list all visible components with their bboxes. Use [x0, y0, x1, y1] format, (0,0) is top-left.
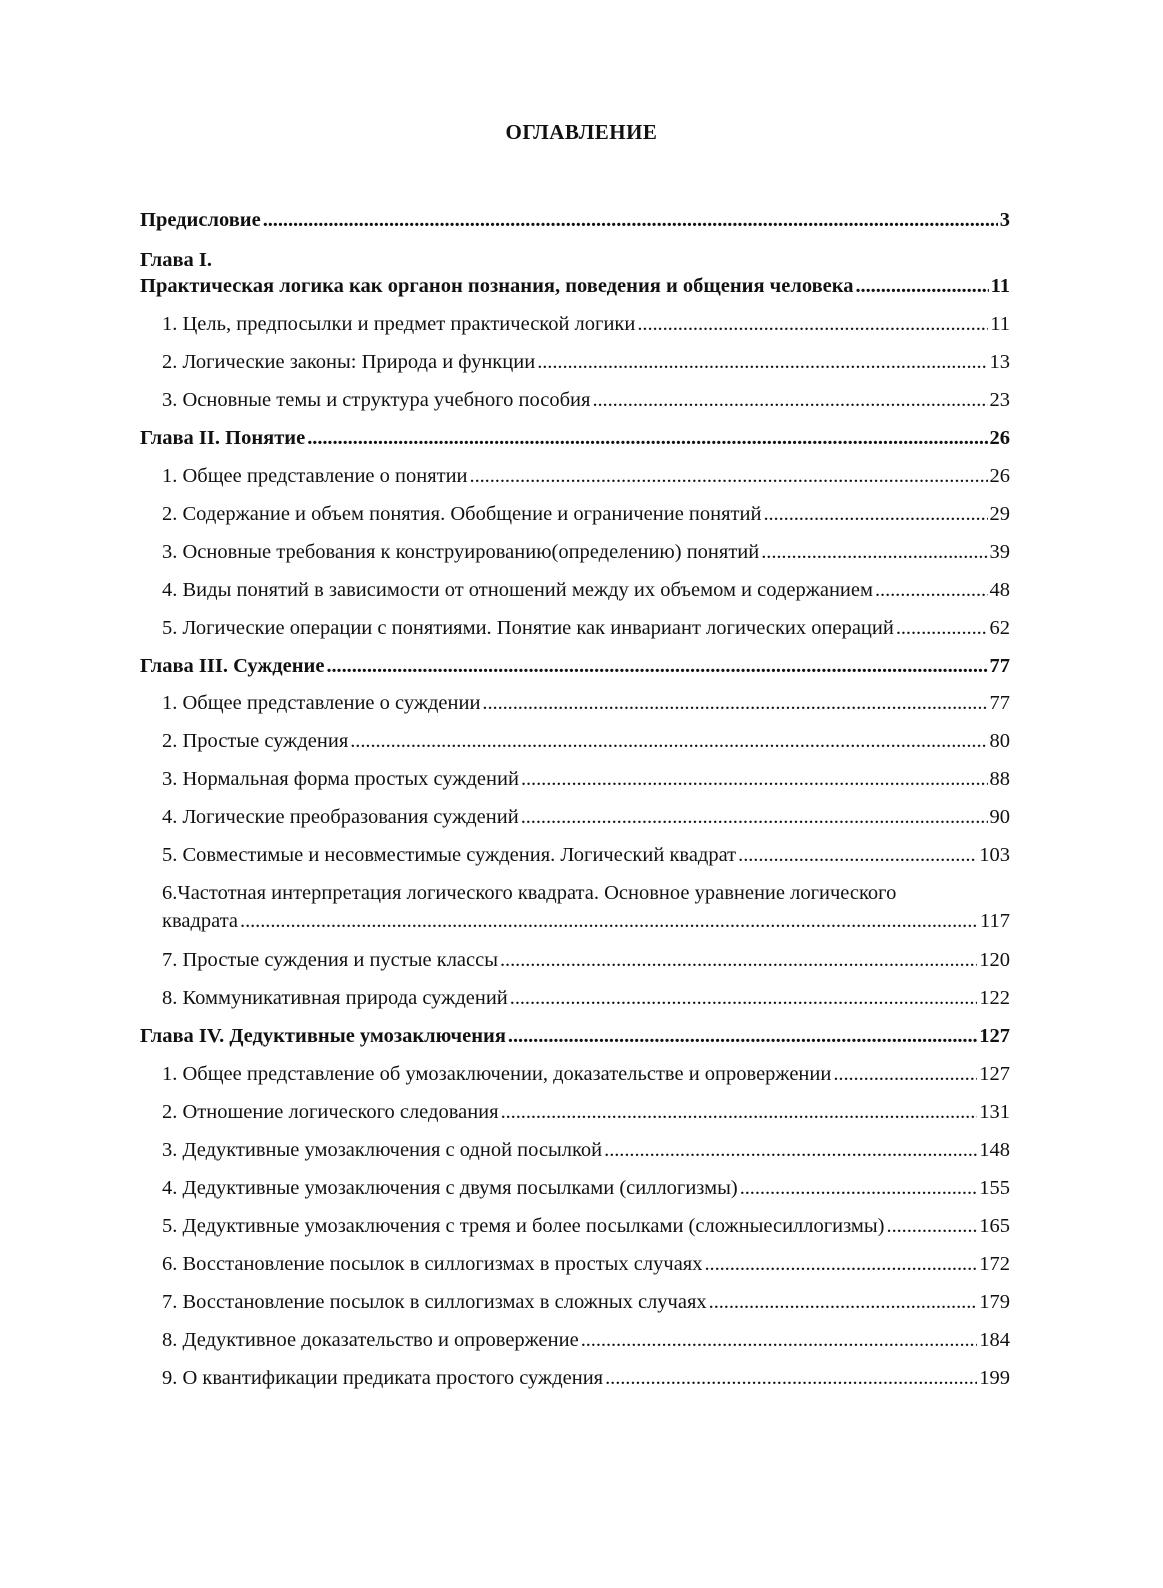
toc-entry-section[interactable]: [162, 501, 1010, 527]
toc-page: 26: [989, 465, 1010, 487]
toc-label: 3. Дедуктивные умозаключения с одной посылкой: [162, 1139, 603, 1161]
leader-dots: [637, 311, 988, 337]
leader-dots: [709, 1289, 978, 1315]
toc-label: 2. Логические законы: Природа и функции: [162, 351, 536, 373]
toc-chapter-heading: Глава I.: [140, 249, 213, 271]
toc-page: 103: [979, 844, 1010, 866]
toc-label: 2. Отношение логического следования: [162, 1101, 499, 1123]
toc-entry-section[interactable]: [162, 728, 1010, 754]
toc-entry-section[interactable]: [162, 1175, 1010, 1201]
leader-dots: [510, 985, 977, 1011]
toc-page: 13: [989, 351, 1010, 373]
leader-dots: [508, 1023, 977, 1049]
leader-dots: [482, 690, 987, 716]
toc-label: 7. Восстановление посылок в силлогизмах в сложных случаях: [162, 1291, 707, 1313]
toc-page: 172: [979, 1253, 1010, 1275]
toc-page: 179: [979, 1291, 1010, 1313]
leader-dots: [326, 653, 987, 679]
toc-entry-section[interactable]: [162, 615, 1010, 641]
toc-page: 77: [989, 692, 1010, 714]
toc-label: 8. Коммуникативная природа суждений: [162, 987, 508, 1009]
toc-entry-section-line1[interactable]: 6.Частотная интерпретация логического квадрата. Основное уравнение логического: [162, 882, 897, 904]
leader-dots: [521, 804, 988, 830]
toc-label: Предисловие: [140, 209, 261, 231]
leader-dots: [738, 842, 977, 868]
toc-label: Глава IV. Дедуктивные умозаключения: [140, 1025, 506, 1047]
leader-dots: [581, 1327, 978, 1353]
toc-page: 148: [979, 1139, 1010, 1161]
toc-page: 120: [979, 949, 1010, 971]
toc-label: 2. Простые суждения: [162, 730, 349, 752]
toc-page: 127: [979, 1063, 1010, 1085]
toc-entry-section[interactable]: [162, 908, 1010, 934]
toc-page: 11: [990, 313, 1010, 335]
leader-dots: [704, 1251, 977, 1277]
toc-entry-chapter-3[interactable]: [140, 653, 1010, 679]
leader-dots: [605, 1365, 977, 1391]
leader-dots: [240, 908, 978, 934]
toc-page: 11: [990, 275, 1010, 297]
leader-dots: [500, 947, 977, 973]
toc-page: 184: [979, 1329, 1010, 1351]
toc-entry-section[interactable]: [162, 311, 1010, 337]
toc-entry-section[interactable]: [162, 349, 1010, 375]
toc-entry-section[interactable]: [162, 842, 1010, 868]
toc-page: 199: [979, 1367, 1010, 1389]
toc-page: 90: [989, 806, 1010, 828]
toc-page: 165: [979, 1215, 1010, 1237]
page-title: ОГЛАВЛЕНИЕ: [505, 120, 658, 144]
toc-entry-section[interactable]: [162, 1061, 1010, 1087]
leader-dots: [263, 207, 998, 233]
toc-entry-section[interactable]: [162, 1251, 1010, 1277]
toc-label: 6. Восстановление посылок в силлогизмах в простых случаях: [162, 1253, 703, 1275]
toc-label: 9. О квантификации предиката простого суждения: [162, 1367, 604, 1389]
toc-label: 4. Логические преобразования суждений: [162, 806, 519, 828]
leader-dots: [896, 615, 988, 641]
toc-page: 77: [989, 655, 1010, 677]
leader-dots: [740, 1175, 978, 1201]
toc-entry-section[interactable]: [162, 1365, 1010, 1391]
toc-page: 88: [989, 768, 1010, 790]
toc-entry-section[interactable]: [162, 577, 1010, 603]
toc-entry-chapter-4[interactable]: [140, 1023, 1010, 1049]
leader-dots: [592, 387, 987, 413]
leader-dots: [501, 1099, 978, 1125]
toc-page: 48: [989, 579, 1010, 601]
toc-entry-section[interactable]: [162, 1327, 1010, 1353]
toc-label: 1. Общее представление о суждении: [162, 692, 481, 714]
toc-label: Практическая логика как органон познания, поведения и общения человека: [140, 275, 854, 297]
leader-dots: [521, 766, 988, 792]
toc-label: 7. Простые суждения и пустые классы: [162, 949, 498, 971]
toc-label: 3. Основные темы и структура учебного пособия: [162, 389, 591, 411]
toc-page: 62: [989, 617, 1010, 639]
leader-dots: [537, 349, 987, 375]
toc-page: 3: [999, 209, 1010, 231]
toc-page: 39: [989, 541, 1010, 563]
toc-entry-chapter-1[interactable]: [140, 273, 1010, 299]
toc-label: 5. Дедуктивные умозаключения с тремя и более посылками (сложныесиллогизмы): [162, 1215, 885, 1237]
toc-label: 1. Цель, предпосылки и предмет практической логики: [162, 313, 636, 335]
leader-dots: [833, 1061, 977, 1087]
toc-label: 8. Дедуктивное доказательство и опровержение: [162, 1329, 579, 1351]
toc-entry-section[interactable]: [162, 804, 1010, 830]
leader-dots: [887, 1213, 978, 1239]
toc-entry-section[interactable]: [162, 387, 1010, 413]
toc-label: 1. Общее представление о понятии: [162, 465, 468, 487]
toc-entry-section[interactable]: [162, 766, 1010, 792]
toc-label: 2. Содержание и объем понятия. Обобщение и ограничение понятий: [162, 503, 762, 525]
toc-page: 29: [989, 503, 1010, 525]
leader-dots: [307, 425, 987, 451]
toc-label: Глава II. Понятие: [140, 427, 306, 449]
leader-dots: [761, 539, 987, 565]
toc-entry-section[interactable]: [162, 985, 1010, 1011]
leader-dots: [604, 1137, 977, 1163]
toc-page: 117: [980, 910, 1010, 932]
leader-dots: [350, 728, 987, 754]
toc-label: Глава III. Суждение: [140, 655, 325, 677]
toc-page: 155: [979, 1177, 1010, 1199]
toc-entry-section[interactable]: [162, 690, 1010, 716]
toc-entry-preface[interactable]: [140, 207, 1010, 233]
toc-label: 3. Основные требования к конструированию(определению) понятий: [162, 541, 760, 563]
toc-page: 80: [989, 730, 1010, 752]
toc-page: 23: [989, 389, 1010, 411]
toc-entry-section[interactable]: [162, 1213, 1010, 1239]
toc-entry-chapter-2[interactable]: [140, 425, 1010, 451]
toc-label: 5. Совместимые и несовместимые суждения. Логический квадрат: [162, 844, 737, 866]
toc-entry-section[interactable]: [162, 539, 1010, 565]
toc-label: 3. Нормальная форма простых суждений: [162, 768, 519, 790]
toc-page: 26: [989, 427, 1010, 449]
toc-page: 127: [979, 1025, 1010, 1047]
toc-label: 4. Дедуктивные умозаключения с двумя посылками (силлогизмы): [162, 1177, 738, 1199]
leader-dots: [470, 463, 988, 489]
toc-entry-section[interactable]: [162, 1289, 1010, 1315]
leader-dots: [875, 577, 988, 603]
toc-entry-section[interactable]: [162, 1099, 1010, 1125]
toc-entry-section[interactable]: [162, 463, 1010, 489]
leader-dots: [763, 501, 987, 527]
toc-label: 1. Общее представление об умозаключении, доказательстве и опровержении: [162, 1063, 832, 1085]
toc-page: 122: [979, 987, 1010, 1009]
toc-page: 131: [979, 1101, 1010, 1123]
toc-label: квадрата: [162, 910, 239, 932]
leader-dots: [856, 273, 989, 299]
toc-entry-section[interactable]: [162, 1137, 1010, 1163]
toc-label: 5. Логические операции с понятиями. Понятие как инвариант логических операций: [162, 617, 894, 639]
toc-entry-section[interactable]: [162, 947, 1010, 973]
toc-label: 4. Виды понятий в зависимости от отношений между их объемом и содержанием: [162, 579, 873, 601]
